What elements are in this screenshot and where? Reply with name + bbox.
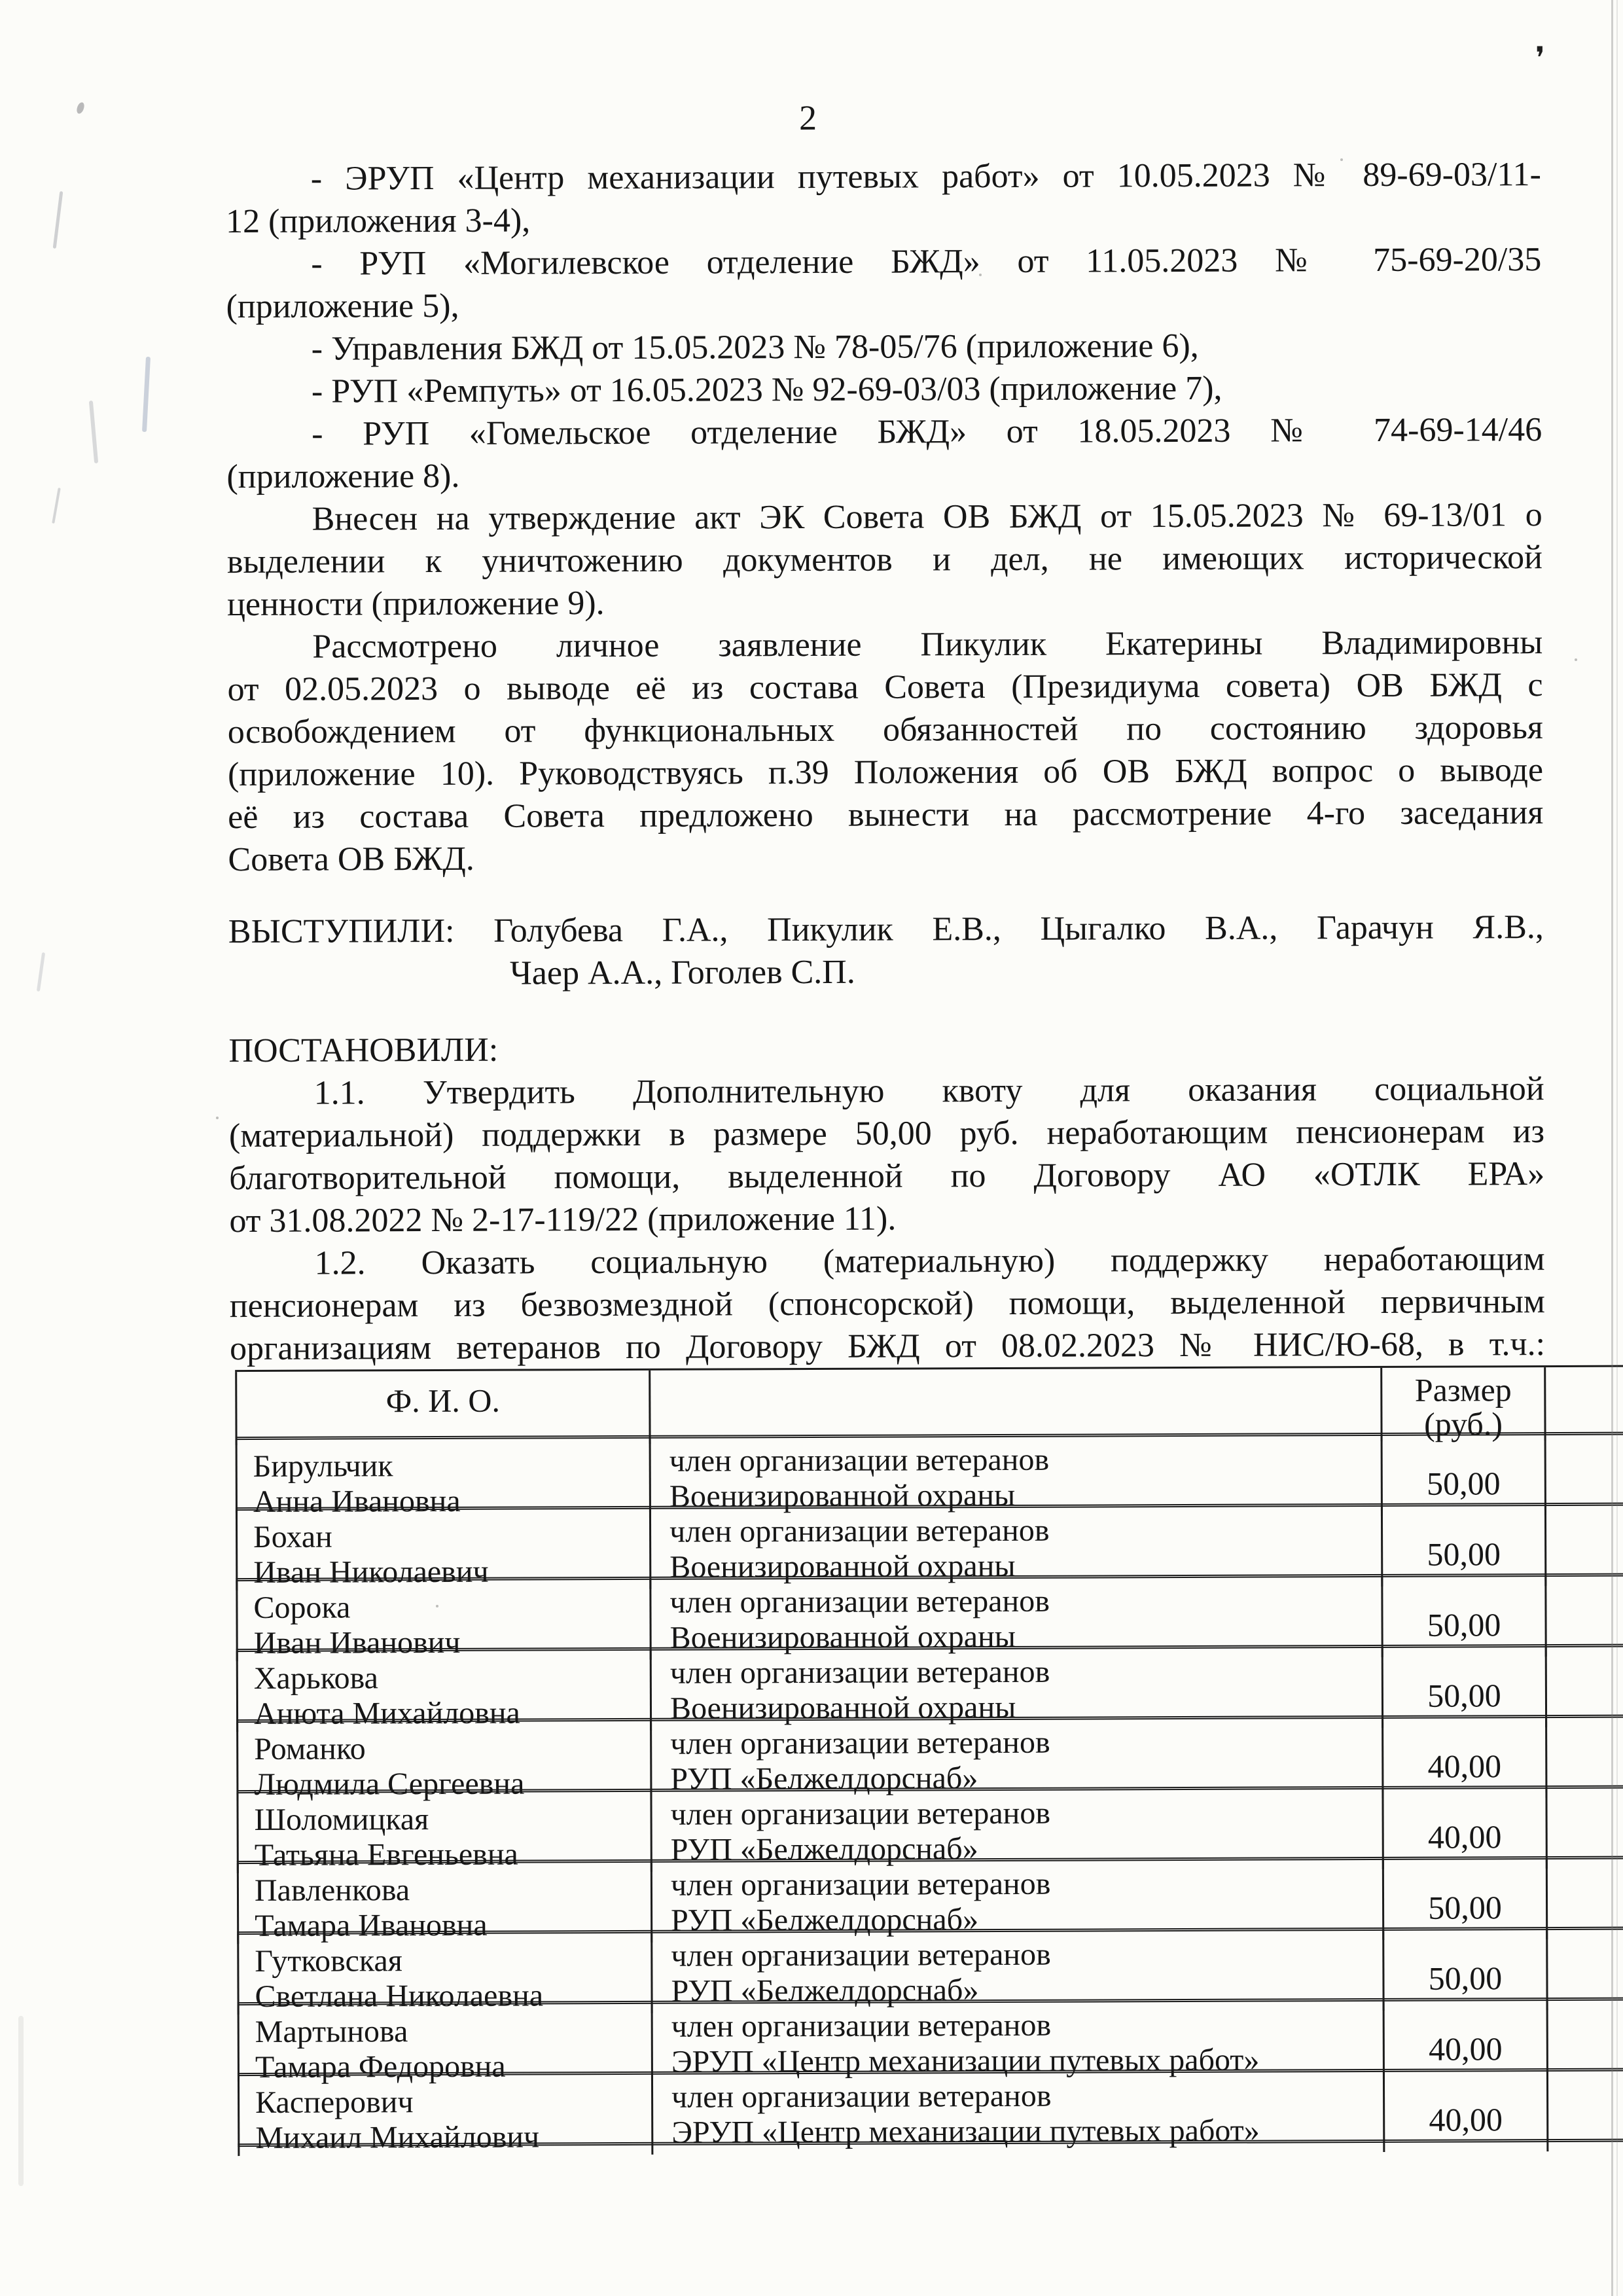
cell-amount xyxy=(1381,1506,1544,1587)
cell-membership xyxy=(650,1719,1382,1801)
text-line: - РУП «Ремпуть» от 16.05.2023 № 92-69-03/03 (приложение 7), xyxy=(311,369,1222,410)
text-line: - РУП «Могилевское отделение БЖД» от 11.05.2023 № 75-69-20/35 xyxy=(311,241,1542,283)
cell-text-line: Павленкова xyxy=(254,1873,410,1908)
cell-amount xyxy=(1381,1435,1544,1516)
dust-speck xyxy=(1340,158,1343,161)
cell-text-line: Бохан xyxy=(253,1519,332,1554)
cell-text-line: Анюта Михайловна xyxy=(253,1695,520,1731)
amount-value: 50,00 xyxy=(1427,1535,1501,1573)
dust-speck xyxy=(979,274,982,276)
cell-membership xyxy=(651,2001,1383,2084)
amount-value: 50,00 xyxy=(1428,1960,1503,1997)
cell-text-line: член организации ветеранов xyxy=(670,1866,1051,1903)
text-line: (материальной) поддержки в размере 50,00 руб. неработающим пенсионерам из xyxy=(228,1113,1545,1155)
text-line: 1.2. Оказать социальную (материальную) поддержку неработающим xyxy=(314,1240,1545,1282)
cell-fio xyxy=(236,1580,649,1661)
text-line: её из состава Совета предложено вынести на рассмотрение 4-го заседания xyxy=(228,794,1544,836)
amount-value: 40,00 xyxy=(1428,2030,1503,2068)
cell-fio xyxy=(237,1933,651,2015)
header-amount xyxy=(1380,1367,1544,1441)
cell-text-line: Размер xyxy=(1414,1371,1512,1408)
cell-amount xyxy=(1382,1930,1546,2011)
cell-text-line: Харькова xyxy=(253,1660,379,1696)
cell-text-line: ЭРУП «Центр механизации путевых работ» xyxy=(671,2113,1260,2150)
cell-membership xyxy=(649,1507,1381,1589)
table-row xyxy=(236,1644,1623,1731)
cell-text-line: член организации ветеранов xyxy=(669,1513,1050,1549)
cell-fio xyxy=(236,1439,649,1520)
table-row xyxy=(237,1856,1623,1943)
amount-value: 40,00 xyxy=(1427,1748,1502,1785)
text-line: Внесен на утверждение акт ЭК Совета ОВ БЖД от 15.05.2023 № 69-13/01 о xyxy=(312,496,1543,538)
cell-text-line: член организации ветеранов xyxy=(669,1583,1050,1620)
cell-amount xyxy=(1383,2072,1546,2152)
amount-value: 50,00 xyxy=(1427,1606,1501,1643)
amount-value: 50,00 xyxy=(1428,1889,1502,1926)
amount-value: 40,00 xyxy=(1427,1818,1502,1856)
table-row xyxy=(236,1785,1623,1873)
cell-text-line: член организации ветеранов xyxy=(669,1654,1050,1691)
document-body xyxy=(226,153,1545,1370)
cell-text-line: Военизированной охраны xyxy=(669,1689,1016,1726)
cell-text-line: Военизированной охраны xyxy=(669,1619,1016,1655)
header-membership xyxy=(649,1368,1380,1444)
paper-edge-line xyxy=(1616,0,1618,2296)
cell-text-line: РУП «Белжелдорснаб» xyxy=(671,1902,979,1938)
text-line: освобождением от функциональных обязанностей по состоянию здоровья xyxy=(227,709,1543,751)
text-line: выделении к уничтожению документов и дел, не имеющих исторической xyxy=(226,539,1543,581)
header-fio: Ф. И. О. xyxy=(235,1371,649,1445)
text-line: - РУП «Гомельское отделение БЖД» от 18.05.2023 № 74-69-14/46 xyxy=(312,411,1543,453)
cell-text-line: Романко xyxy=(254,1731,366,1767)
cell-amount xyxy=(1382,1718,1545,1799)
table-header-row xyxy=(235,1365,1623,1443)
text-line: от 31.08.2022 № 2-17-119/22 (приложение 11). xyxy=(229,1200,897,1240)
dust-speck xyxy=(216,1117,219,1119)
cell-membership xyxy=(650,1789,1382,1872)
cell-fio xyxy=(238,2075,651,2156)
cell-membership xyxy=(649,1577,1381,1660)
cell-text-line: член организации ветеранов xyxy=(671,1937,1051,1973)
pencil-mark-artifact xyxy=(18,2016,24,2186)
cell-fio xyxy=(236,1792,650,1873)
text-line: Рассмотрено личное заявление Пикулик Екатерины Владимировны xyxy=(312,624,1543,666)
cell-text-line: Военизированной охраны xyxy=(669,1548,1016,1585)
text-line: (приложение 10). Руководствуясь п.39 Положения об ОВ БЖД вопрос о выводе xyxy=(227,751,1544,794)
cell-fio xyxy=(236,1721,650,1803)
spacer xyxy=(228,991,1544,1030)
cell-text-line: Мартынова xyxy=(255,2014,408,2049)
cell-membership xyxy=(651,2072,1383,2155)
text-line: Совета ОВ БЖД. xyxy=(228,840,474,879)
table-row xyxy=(236,1432,1623,1519)
paper-edge-line xyxy=(1611,0,1613,2296)
cell-text-line: Светлана Николаевна xyxy=(255,1978,544,2014)
amount-value: 40,00 xyxy=(1429,2101,1503,2138)
cell-membership xyxy=(649,1436,1381,1518)
table-row xyxy=(236,1715,1623,1802)
cell-text-line: член организации ветеранов xyxy=(669,1442,1050,1479)
text-line: (приложение 5), xyxy=(226,287,459,326)
cell-text-line: ЭРУП «Центр механизации путевых работ» xyxy=(671,2042,1260,2079)
page-number: 2 xyxy=(798,98,817,138)
amount-value: 50,00 xyxy=(1426,1465,1501,1502)
cell-amount xyxy=(1382,1859,1546,1940)
text-line: пенсионерам из безвозмездной (спонсорской) помощи, выделенной первичным xyxy=(229,1283,1545,1325)
cell-text-line: Иван Николаевич xyxy=(253,1554,489,1590)
ink-blot-artifact: ❜ xyxy=(1535,41,1545,75)
cell-text-line: Касперович xyxy=(255,2085,414,2120)
dust-speck xyxy=(1575,658,1577,661)
cell-text-line: Татьяна Евгеньевна xyxy=(254,1837,518,1873)
cell-text-line: член организации ветеранов xyxy=(670,1725,1050,1761)
cell-text-line: Тамара Федоровна xyxy=(255,2049,506,2085)
text-line: - ЭРУП «Центр механизации путевых работ» от 10.05.2023 № 89-69-03/11- xyxy=(310,156,1541,198)
dust-speck xyxy=(436,1605,438,1607)
cell-text-line: Людмила Сергеевна xyxy=(254,1766,525,1802)
table-row xyxy=(237,1927,1623,2014)
cell-text-line: Иван Иванович xyxy=(253,1624,461,1660)
cell-amount xyxy=(1381,1577,1544,1657)
cell-fio xyxy=(236,1651,650,1732)
cell-amount xyxy=(1382,1789,1545,1869)
beneficiaries-table xyxy=(235,1365,1623,2155)
cell-amount xyxy=(1383,2001,1546,2081)
cell-text-line: Тамара Ивановна xyxy=(255,1907,488,1943)
text-line: ВЫСТУПИЛИ: Голубева Г.А., Пикулик Е.В., Цыгалко В.А., Гарачун Я.В., xyxy=(228,908,1544,951)
cell-text-line: Бирульчик xyxy=(253,1448,393,1484)
text-line: Чаер А.А., Гоголев С.П. xyxy=(509,953,855,992)
cell-membership xyxy=(651,1860,1382,1943)
cell-membership xyxy=(651,1931,1382,2013)
cell-text-line: Михаил Михайлович xyxy=(255,2119,540,2155)
cell-fio xyxy=(237,1863,651,1944)
text-line: ПОСТАНОВИЛИ: xyxy=(228,1031,499,1070)
dust-speck xyxy=(772,1956,775,1958)
cell-text-line: член организации ветеранов xyxy=(671,2078,1052,2115)
text-line: ценности (приложение 9). xyxy=(227,584,605,624)
cell-text-line: РУП «Белжелдорснаб» xyxy=(670,1761,978,1797)
text-line: организациям ветеранов по Договору БЖД от 08.02.2023 № НИС/Ю-68, в т.ч.: xyxy=(229,1325,1546,1368)
cell-text-line: Шоломицкая xyxy=(254,1802,429,1837)
cell-text-line: член организации ветеранов xyxy=(670,1795,1051,1832)
text-line: благотворительной помощи, выделенной по Договору АО «ОТЛК ЕРА» xyxy=(229,1155,1545,1198)
table-row xyxy=(236,1573,1623,1660)
cell-text-line: Гутковская xyxy=(255,1943,402,1979)
table-row xyxy=(238,1998,1623,2085)
text-line: (приложение 8). xyxy=(226,457,460,496)
text-line: - Управления БЖД от 15.05.2023 № 78-05/76 (приложение 6), xyxy=(311,327,1199,368)
cell-text-line: Военизированной охраны xyxy=(669,1477,1016,1514)
cell-text-line: РУП «Белжелдорснаб» xyxy=(671,1973,979,2009)
spacer xyxy=(228,876,1544,910)
text-line: от 02.05.2023 о выводе её из состава Совета (Президиума совета) ОВ БЖД с xyxy=(227,666,1543,709)
cell-text-line: (руб.) xyxy=(1423,1405,1503,1443)
cell-membership xyxy=(650,1648,1382,1731)
cell-fio xyxy=(236,1509,649,1590)
cell-text-line: Анна Ивановна xyxy=(253,1483,461,1519)
cell-text-line: член организации ветеранов xyxy=(671,2007,1052,2044)
amount-value: 50,00 xyxy=(1427,1677,1501,1714)
cell-text-line: РУП «Белжелдорснаб» xyxy=(670,1831,978,1867)
text-line: 1.1. Утвердить Дополнительную квоту для оказания социальной xyxy=(313,1070,1544,1112)
table-row xyxy=(236,1503,1623,1590)
text-line: 12 (приложения 3-4), xyxy=(225,202,531,241)
table-row xyxy=(238,2068,1623,2155)
cell-fio xyxy=(238,2004,651,2085)
cell-amount xyxy=(1382,1647,1545,1728)
cell-text-line: Сорока xyxy=(253,1590,351,1625)
